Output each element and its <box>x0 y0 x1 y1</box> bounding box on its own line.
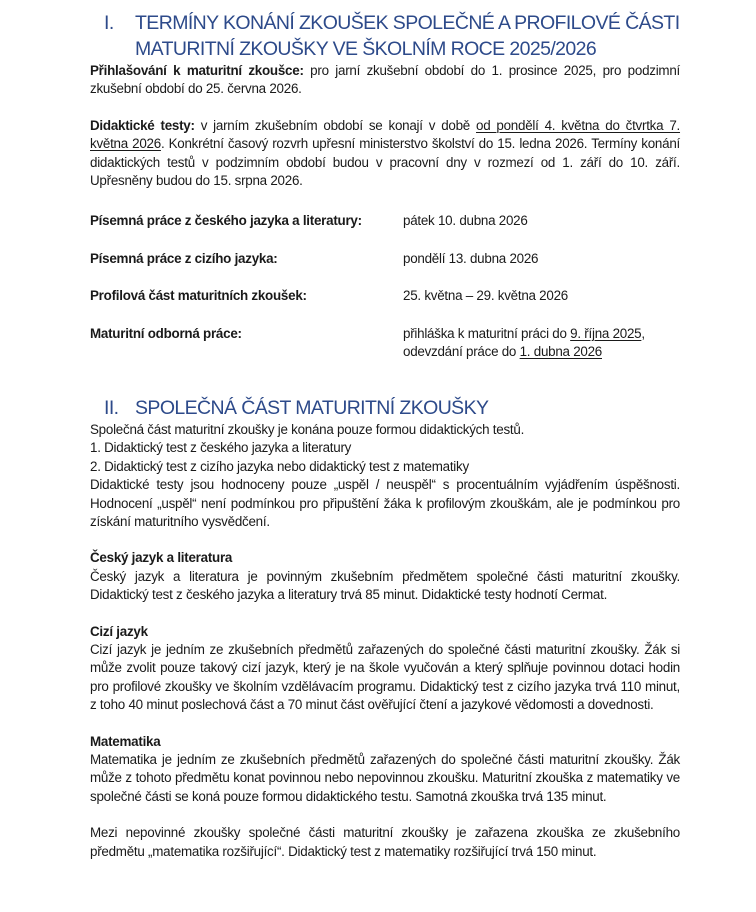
didactic-label: Didaktické testy: <box>90 117 195 133</box>
schedule-row <box>90 287 680 325</box>
list-item: 2. Didaktický test z cizího jazyka nebo didaktický test z matematiky <box>90 458 469 474</box>
foreign-subheading: Cizí jazyk <box>90 623 148 639</box>
czech-subheading: Český jazyk a literatura <box>90 550 233 566</box>
didactic-paragraph <box>90 117 680 191</box>
section1-number: I. <box>104 12 114 34</box>
section2-number: II. <box>104 396 119 419</box>
thesis-label: Maturitní odborná práce: <box>90 325 242 341</box>
schedule-value: pátek 10. dubna 2026 <box>403 213 528 229</box>
schedule-row <box>90 250 680 288</box>
evaluation-paragraph: Didaktické testy jsou hodnoceny pouze „uspěl / neuspěl“ s procentuálním vyjádřením úspěšnosti. Hodnocení „uspěl“ není podmínkou pro připuštění žáka k profilovým zkouškám, ale je podmínkou pro získání maturitního vysvědčení. <box>90 477 680 529</box>
schedule-table <box>90 212 680 371</box>
didactic-text-before: v jarním zkušebním období se konají v době <box>194 117 477 133</box>
math-extended-paragraph: Mezi nepovinné zkoušky společné části maturitní zkoušky je zařazena zkouška ze zkušebního předmětu „matematika rozšiřující“. Didaktický test z matematiky rozšiřující trvá 150 minut. <box>90 825 680 859</box>
schedule-label: Profilová část maturitních zkoušek: <box>90 288 307 304</box>
thesis-line2-text: odevzdání práce do <box>403 344 520 360</box>
schedule-row-thesis <box>90 325 680 371</box>
didactic-text-after: . Konkrétní časový rozvrh upřesní ministerstvo školství do 15. ledna 2026. Termíny konání didaktických testů v podzimním období budou v pracovní dny v rozmezí od 1. září do 10. září. Upřesněny budou do 15. srpna 2026. <box>90 136 680 189</box>
list-item: 1. Didaktický test z českého jazyka a literatury <box>90 440 352 456</box>
thesis-comma: , <box>641 325 645 341</box>
registration-label: Přihlašování k maturitní zkoušce: <box>90 63 304 78</box>
registration-text: pro jarní zkušební období do 1. prosince 2025, pro podzimní zkušební období do 25. června 2026. <box>90 63 681 97</box>
schedule-row <box>90 212 680 250</box>
schedule-label: Písemná práce z českého jazyka a literatury: <box>90 213 362 229</box>
schedule-value: 25. května – 29. května 2026 <box>403 288 568 304</box>
section1-title-line2: MATURITNÍ ZKOUŠKY VE ŠKOLNÍM ROCE 2025/2026 <box>135 38 597 60</box>
section2-intro: Společná část maturitní zkoušky je konána pouze formou didaktických testů. <box>90 421 525 437</box>
didactic-dates: od pondělí 4. května do čtvrtka 7. května 2026 <box>90 117 681 152</box>
math-paragraph: Matematika je jedním ze zkušebních předmětů zařazených do společné části maturitní zkoušky. Žák může z tohoto předmětu konat povinnou nebo nepovinnou zkoušku. Maturitní zkouška z matematiky ve společné části se koná pouze formou didaktického testu. Samotná zkouška trvá 135 minut. <box>90 752 680 804</box>
schedule-value: pondělí 13. dubna 2026 <box>403 250 539 266</box>
math-subheading: Matematika <box>90 733 161 749</box>
thesis-line1-text: přihláška k maturitní práci do <box>403 325 571 341</box>
thesis-registration-date: 9. října 2025 <box>570 325 642 341</box>
czech-paragraph: Český jazyk a literatura je povinným zkušebním předmětem společné části maturitní zkoušky. Didaktický test z českého jazyka a literatury trvá 85 minut. Didaktické testy hodnotí Cermat. <box>90 568 680 603</box>
section2-heading <box>90 395 680 421</box>
schedule-label: Písemná práce z cizího jazyka: <box>90 250 278 266</box>
section2-title: SPOLEČNÁ ČÁST MATURITNÍ ZKOUŠKY <box>135 396 489 419</box>
section1-heading <box>90 10 680 62</box>
document-page <box>90 0 680 861</box>
section1-title-line1: TERMÍNY KONÁNÍ ZKOUŠEK SPOLEČNÉ A PROFILOVÉ ČÁSTI <box>135 12 680 34</box>
thesis-submission-date: 1. dubna 2026 <box>519 344 602 360</box>
foreign-paragraph: Cizí jazyk je jedním ze zkušebních předmětů zařazených do společné části maturitní zkoušky. Žák si může zvolit pouze takový cizí jazyk, který je na škole vyučován a který splňuje povinnou dotaci hodin pro profilové zkoušky ve školním vzdělávacím programu. Didaktický test z cizího jazyka trvá 110 minut, z toho 40 minut poslechová část a 70 minut část ověřující čtení a jazykové vědomosti a dovednosti. <box>90 642 680 713</box>
registration-paragraph <box>90 62 680 99</box>
thesis-value <box>403 325 680 371</box>
